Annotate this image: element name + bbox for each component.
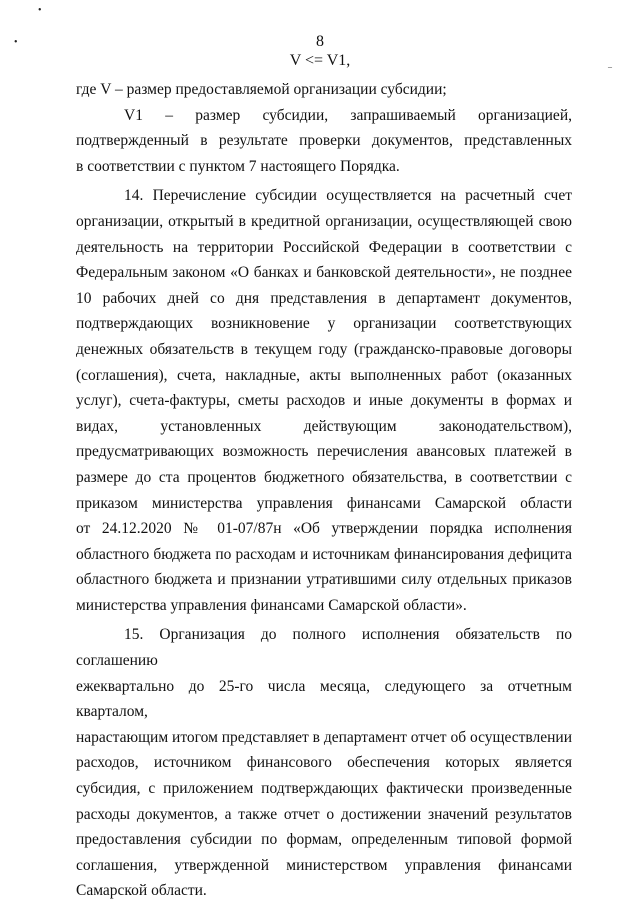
- clause-14-line: областного бюджета по расходам и источникам финансирования дефицита: [76, 545, 572, 563]
- clause-14-line: Федеральным законом «О банках и банковской деятельности», не позднее: [76, 264, 572, 282]
- document-body: [76, 77, 572, 904]
- page-number: 8: [316, 33, 324, 50]
- clause-14-line: областного бюджета и признании утратившими силу отдельных приказов: [76, 571, 572, 589]
- clause-15: [76, 622, 572, 904]
- scan-dot: •: [38, 5, 42, 16]
- clause-15-line: расходы документов, а также отчет о достижении значений результатов: [76, 805, 572, 823]
- clause-14-line: 14. Перечисление субсидии осуществляется на расчетный счет: [124, 187, 572, 205]
- clause-15-line: соглашения, утвержденной министерством управления финансами: [76, 856, 572, 874]
- definition-v1-line: V1 – размер субсидии, запрашиваемый организацией,: [124, 106, 572, 124]
- clause-15-line: Самарской области.: [76, 882, 207, 900]
- clause-14-line: деятельность на территории Российской Федерации в соответствии с: [76, 238, 572, 256]
- clause-15-line: предоставления субсидии по формам, определенным типовой формой: [76, 831, 572, 849]
- clause-15-line: ежеквартально до 25-го числа месяца, следующего за отчетным кварталом,: [76, 677, 572, 721]
- clause-15-line: субсидия, с приложением подтверждающих фактически произведенные: [76, 780, 572, 798]
- clause-14-line: подтверждающих возникновение у организации соответствующих: [76, 315, 572, 333]
- clause-14-line: организации, открытый в кредитной организации, осуществляющей свою: [76, 212, 572, 230]
- clause-15-line: расходов, источником финансового обеспечения которых является: [76, 754, 572, 772]
- clause-14-line: видах, установленных действующим законодательством),: [76, 417, 572, 435]
- clause-14-line: министерства управления финансами Самарской области».: [76, 596, 467, 614]
- clause-14-line: размере до ста процентов бюджетного обязательства, в соответствии с: [76, 468, 572, 486]
- clause-14-line: предусматривающих возможность перечисления авансовых платежей в: [76, 443, 572, 461]
- clause-14-line: (соглашения), счета, накладные, акты выполненных работ (оказанных: [76, 366, 572, 384]
- scan-dot: •: [14, 37, 18, 48]
- clause-14-line: услуг), счета-фактуры, сметы расходов и иные документы в формах и: [76, 392, 572, 410]
- definition-v: где V – размер предоставляемой организации субсидии;: [76, 81, 447, 98]
- clause-14: [76, 183, 572, 618]
- clause-14-line: 10 рабочих дней со дня представления в департамент документов,: [76, 289, 572, 307]
- scan-dot: –: [608, 62, 612, 71]
- clause-15-line: 15. Организация до полного исполнения обязательств по соглашению: [76, 626, 572, 670]
- clause-15-line: нарастающим итогом представляет в департамент отчет об осуществлении: [76, 728, 572, 746]
- formula: V <= V1,: [289, 52, 351, 69]
- definition-v1-line: в соответствии с пунктом 7 настоящего Порядка.: [76, 157, 400, 175]
- clause-14-line: приказом министерства управления финансами Самарской области: [76, 494, 572, 512]
- clause-14-line: денежных обязательств в текущем году (гражданско-правовые договоры: [76, 340, 572, 358]
- definition-v1-line: подтвержденный в результате проверки документов, представленных: [76, 132, 572, 150]
- clause-14-line: от 24.12.2020 № 01-07/87н «Об утверждении порядка исполнения: [76, 520, 572, 538]
